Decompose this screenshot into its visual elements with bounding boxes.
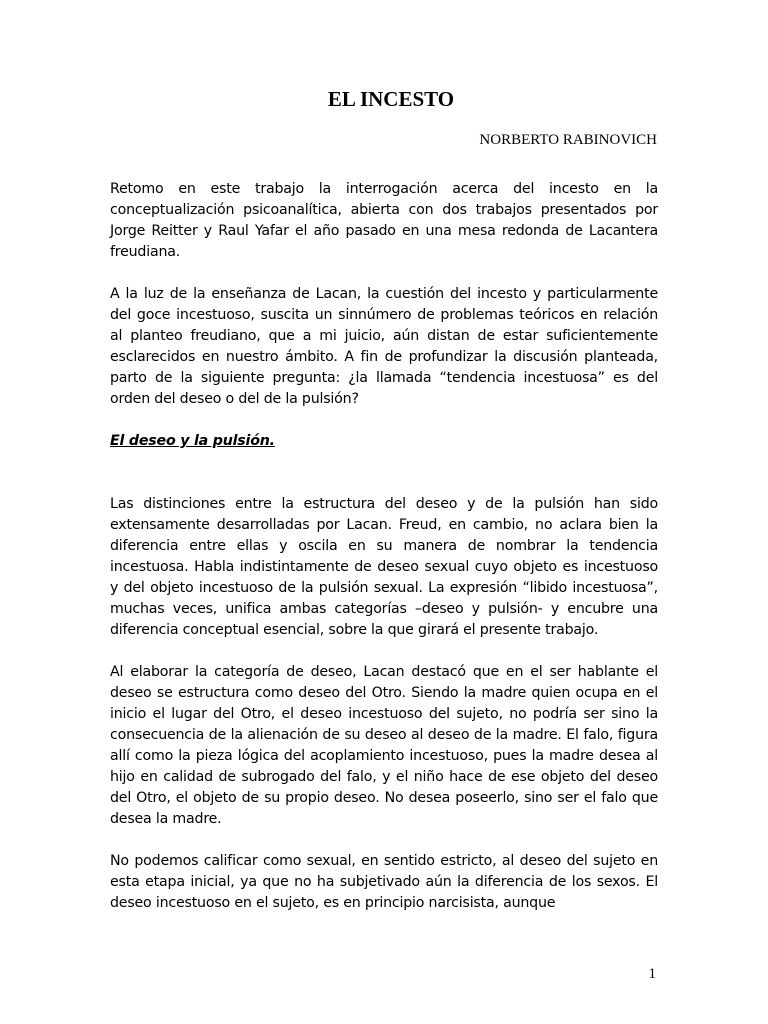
document-body [110, 179, 658, 935]
author-name: NORBERTO RABINOVICH [479, 132, 657, 148]
paragraph-1: Retomo en este trabajo la interrogación acerca del incesto en la conceptualización psicoanalítica, abierta con dos trabajos presentados por Jorge Reitter y Raul Yafar el año pasado en una mesa redonda de Lacantera freudiana. [110, 181, 658, 260]
document-title: EL INCESTO [327, 87, 455, 111]
paragraph-3: Las distinciones entre la estructura del deseo y de la pulsión han sido extensamente desarrolladas por Lacan. Freud, en cambio, no aclara bien la diferencia entre ellas y oscila en su manera de nombrar la tendencia incestuosa. Habla indistintamente de deseo sexual cuyo objeto es incestuoso y del objeto incestuoso de la pulsión sexual. La expresión “libido incestuosa”, muchas veces, unifica ambas categorías –deseo y pulsión- y encubre una diferencia conceptual esencial, sobre la que girará el presente trabajo. [110, 496, 658, 638]
paragraph-5: No podemos calificar como sexual, en sentido estricto, al deseo del sujeto en esta etapa inicial, ya que no ha subjetivado aún la diferencia de los sexos. El deseo incestuoso en el sujeto, es en principio narcisista, aunque [110, 853, 658, 911]
page-number: 1 [648, 966, 656, 982]
paragraph-4: Al elaborar la categoría de deseo, Lacan destacó que en el ser hablante el deseo se estructura como deseo del Otro. Siendo la madre quien ocupa en el inicio el lugar del Otro, el deseo incestuoso del sujeto, no podría ser sino la consecuencia de la alienación de su deseo al deseo de la madre. El falo, figura allí como la pieza lógica del acoplamiento incestuoso, pues la madre desea al hijo en calidad de subrogado del falo, y el niño hace de ese objeto del deseo del Otro, el objeto de su propio deseo. No desea poseerlo, sino ser el falo que desea la madre. [110, 664, 658, 827]
section-heading: El deseo y la pulsión. [110, 433, 275, 449]
paragraph-2: A la luz de la enseñanza de Lacan, la cuestión del incesto y particularmente del goce incestuoso, suscita un sinnúmero de problemas teóricos en relación al planteo freudiano, que a mi juicio, aún distan de estar suficientemente esclarecidos en nuestro ámbito. A fin de profundizar la discusión planteada, parto de la siguiente pregunta: ¿la llamada “tendencia incestuosa” es del orden del deseo o del de la pulsión? [110, 286, 658, 407]
